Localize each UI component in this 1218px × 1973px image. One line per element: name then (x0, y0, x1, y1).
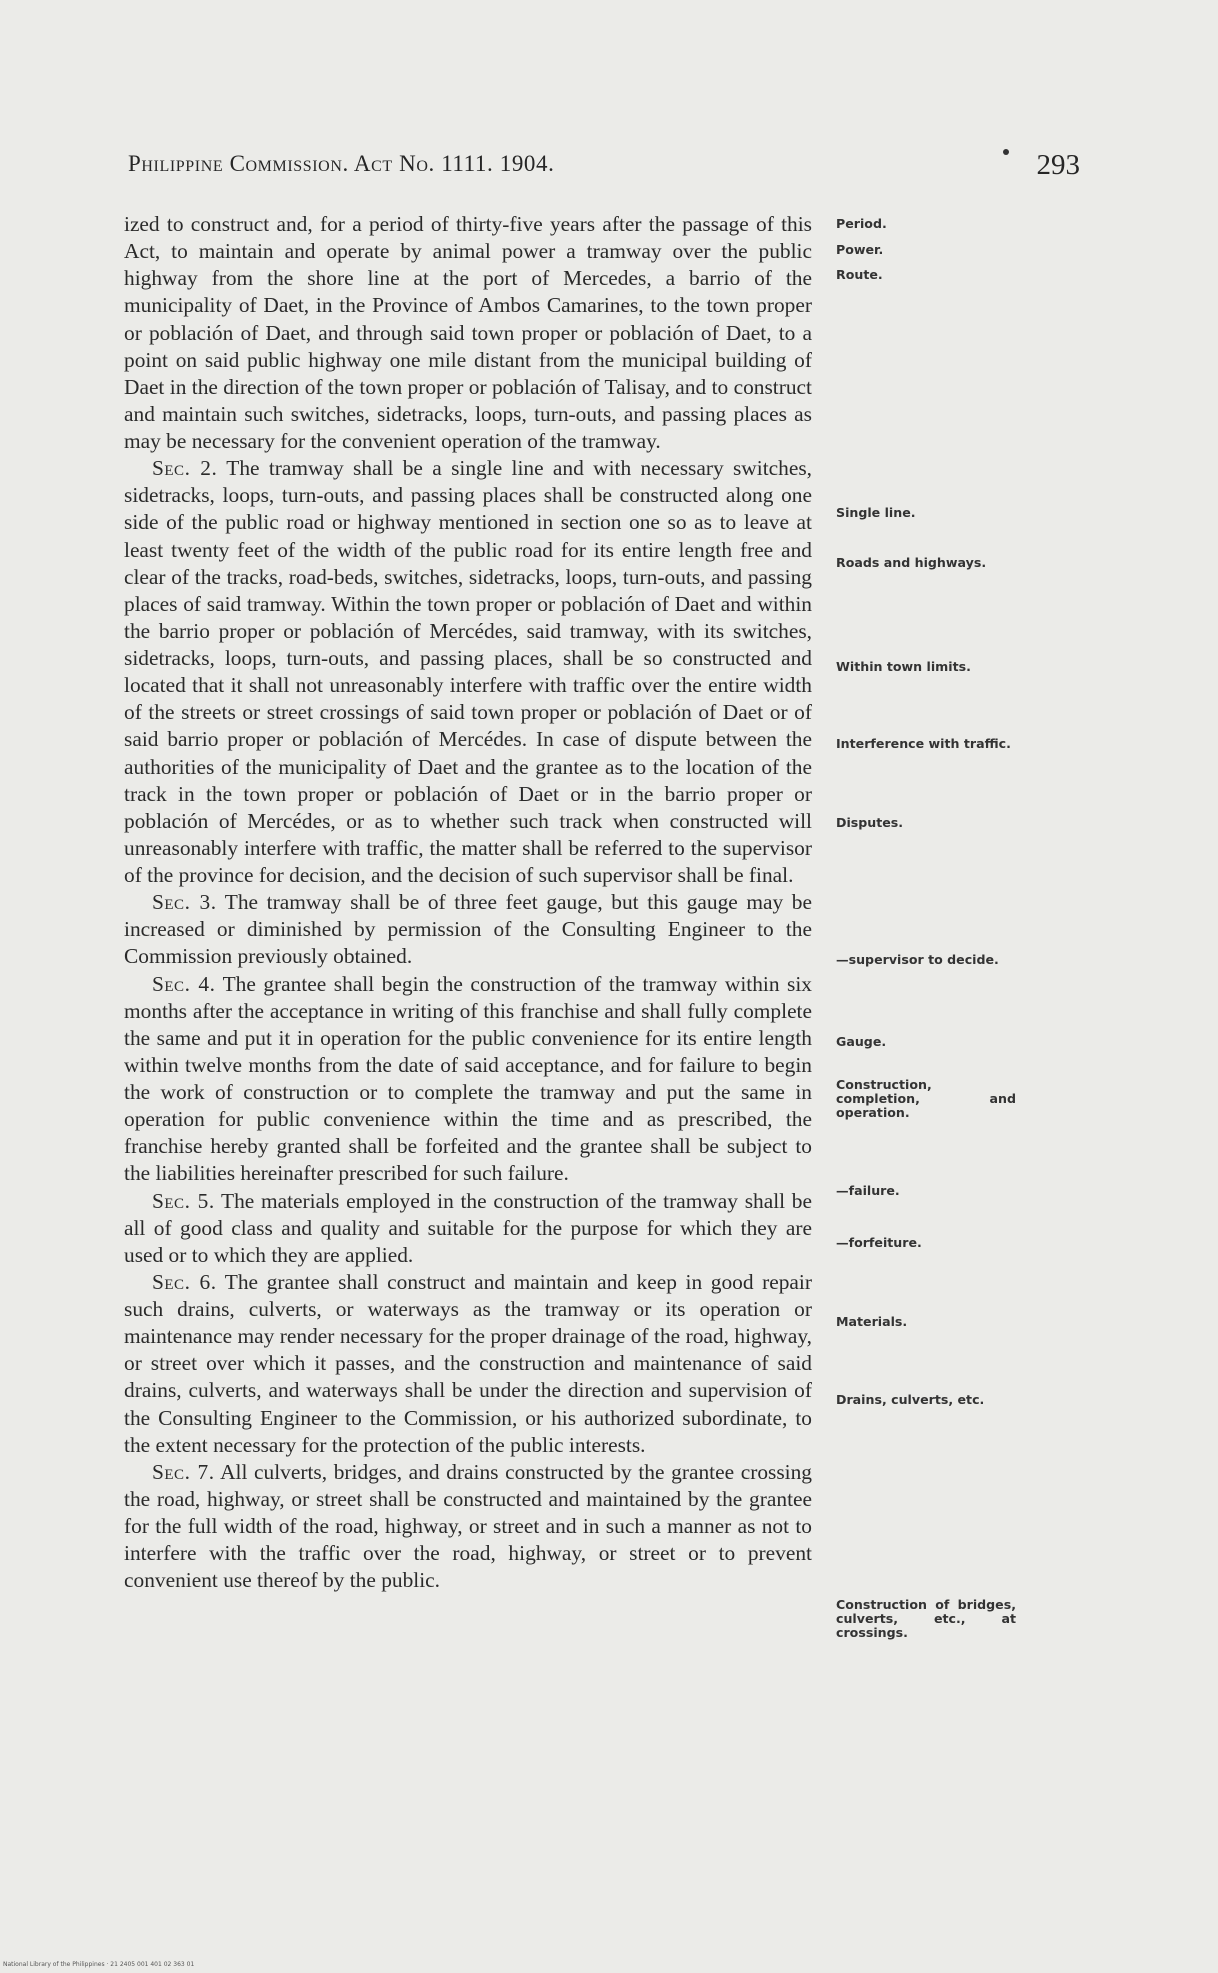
margin-note-town-limits: Within town limits. (836, 659, 971, 674)
section-label: Sec. 4. (152, 971, 216, 996)
section-label: Sec. 6. (152, 1269, 217, 1294)
margin-note-route: Route. (836, 267, 883, 282)
margin-note-forfeiture: —forfeiture. (836, 1235, 922, 1250)
paragraph-continuation: ized to construct and, for a period of thirty-five years after the passage of this Act, to maintain and operate by animal power a tramway over the public highway from the shore line at the port of Mercedes, a barrio of the municipality of Daet, in the Province of Ambos Camarines, to the town proper or población of Daet, and through said town proper or población of Daet, to a point on said public highway one mile distant from the municipal building of Daet in the direction of the town proper or población of Talisay, and to construct and maintain such switches, sidetracks, loops, turn-outs, and passing places as may be necessary for the convenient operation of the tramway. (124, 212, 812, 453)
section-label: Sec. 3. (152, 890, 217, 915)
margin-note-materials: Materials. (836, 1314, 908, 1329)
margin-note-failure: —failure. (836, 1183, 900, 1198)
margin-note-gauge: Gauge. (836, 1034, 887, 1049)
section-4: Sec. 4. The grantee shall begin the construction of the tramway within six months after the acceptance in writing of this franchise and shall fully complete the same and put it in operation for the public convenience for its entire length within twelve months from the date of said acceptance, and for failure to begin the work of construction or to complete the tramway and put the same in operation for public convenience within the time and as prescribed, the franchise hereby granted shall be forfeited and the grantee shall be subject to the liabilities hereinafter prescribed for such failure. (124, 971, 813, 1186)
section-6: Sec. 6. The grantee shall construct and maintain and keep in good repair such drains, culverts, or waterways as the tramway or its operation or maintenance may render necessary for the proper drainage of the road, highway, or street over which it passes, and the construction and maintenance of said drains, culverts, and waterways shall be under the direction and supervision of the Consulting Engineer to the Commission, or his authorized subordinate, to the extent necessary for the protection of the public interests. (124, 1269, 812, 1457)
margin-note-power: Power. (836, 242, 884, 257)
section-2: Sec. 2. The tramway shall be a single line and with necessary switches, sidetracks, loops, turn-outs, and passing places shall be constructed along one side of the public road or highway mentioned in section one so as to leave at least twenty feet of the width of the public road for its entire length free and clear of the tracks, road-beds, switches, sidetracks, loops, turn-outs, and passing places of said tramway. Within the town proper or población of Daet and within the barrio proper or población of Mercédes, said tramway, with its switches, sidetracks, loops, turn-outs, and passing places, shall be so constructed and located that it shall not unreasonably interfere with traffic over the entire width of the streets or street crossings of said town proper or población of Daet or of said barrio proper or población of Mercédes. In case of dispute between the authorities of the municipality of Daet and the grantee as to the location of the track in the town proper or población of Daet or in the barrio proper or población of Mercédes, or as to whether such track when constructed will unreasonably interfere with traffic, the matter shall be referred to the supervisor of the province for decision, and the decision of such supervisor shall be final. (124, 456, 812, 887)
section-3: Sec. 3. The tramway shall be of three feet gauge, but this gauge may be increased or diminished by permission of the Consulting Engineer to the Commission previously obtained. (124, 890, 812, 969)
margin-note-crossings: Construction of bridges, culverts, etc., at crossings. (836, 1597, 1016, 1640)
margin-note-roads: Roads and highways. (836, 555, 987, 570)
body-text (124, 211, 812, 1594)
margin-note-interference: Interference with traffic. (836, 736, 1011, 751)
section-7: Sec. 7. All culverts, bridges, and drains constructed by the grantee crossing the road, highway, or street shall be constructed and maintained by the grantee for the full width of the road, highway, or street and in such a manner as not to interfere with the traffic over the road, highway, or street or to prevent convenient use thereof by the public. (124, 1459, 813, 1593)
running-head: Philippine Commission. Act No. 1111. 1904. (128, 151, 555, 176)
section-label: Sec. 7. (152, 1459, 215, 1484)
margin-note-disputes: Disputes. (836, 815, 904, 830)
section-label: Sec. 2. (152, 456, 218, 481)
ink-speck (1003, 149, 1009, 155)
margin-note-drains: Drains, culverts, etc. (836, 1392, 985, 1407)
scan-footer: National Library of the Philippines · 21 2405 001 401 02 363 01 (3, 1961, 195, 1968)
margin-note-period: Period. (836, 216, 887, 231)
section-5: Sec. 5. The materials employed in the construction of the tramway shall be all of good class and quality and suitable for the purpose for which they are used or to which they are applied. (124, 1188, 812, 1267)
page-header (128, 151, 1088, 191)
margin-note-supervisor: —supervisor to decide. (836, 952, 999, 967)
section-label: Sec. 5. (152, 1188, 215, 1213)
page-number: 293 (1036, 149, 1080, 181)
margin-note-single-line: Single line. (836, 505, 916, 520)
margin-note-construction: Construction, completion, and operation. (836, 1077, 1016, 1120)
